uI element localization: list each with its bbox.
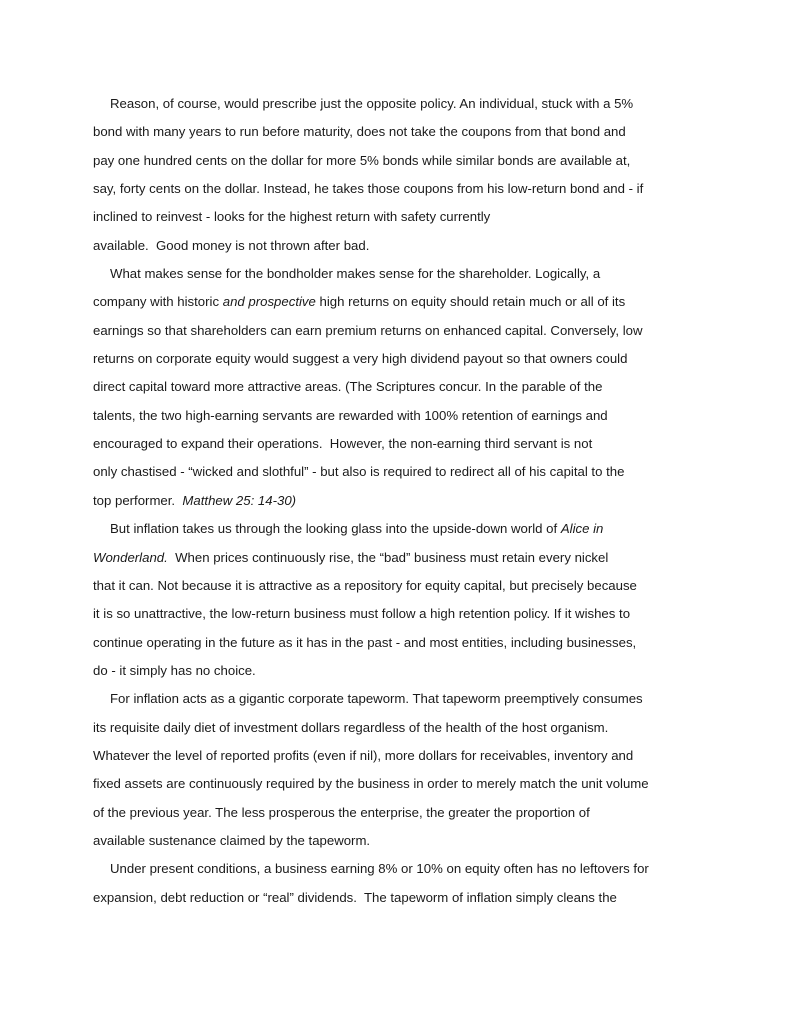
text-run: only chastised - “wicked and slothful” - but also is required to redirect all of his capital to the — [93, 464, 625, 480]
italic-text: Alice in — [560, 521, 604, 537]
text-run: returns on corporate equity would suggest a very high dividend payout so that owners could — [93, 351, 628, 367]
text-line — [93, 402, 699, 430]
text-line — [93, 203, 699, 231]
text-line — [93, 572, 699, 600]
text-run: What makes sense for the bondholder makes sense for the shareholder. Logically, a — [110, 266, 601, 282]
text-run: continue operating in the future as it has in the past - and most entities, including businesses, — [93, 634, 637, 650]
italic-text: and prospective — [222, 294, 316, 310]
text-run: direct capital toward more attractive areas. (The Scriptures concur. In the parable of the — [93, 379, 603, 395]
text-line — [93, 544, 699, 572]
text-run: that it can. Not because it is attractive as a repository for equity capital, but precisely because — [93, 577, 637, 593]
text-line — [93, 430, 699, 458]
text-run: high returns on equity should retain much or all of its — [315, 294, 626, 310]
text-run: its requisite daily diet of investment dollars regardless of the health of the host organism. — [93, 719, 609, 735]
text-line — [93, 175, 699, 203]
text-line — [93, 884, 699, 912]
text-line — [93, 147, 699, 175]
text-line — [93, 799, 699, 827]
text-run: do - it simply has no choice. — [93, 662, 256, 678]
text-run: earnings so that shareholders can earn premium returns on enhanced capital. Conversely, low — [93, 322, 643, 338]
text-run: encouraged to expand their operations. However, the non-earning third servant is not — [93, 436, 593, 452]
text-run: Under present conditions, a business earning 8% or 10% on equity often has no leftovers for — [110, 861, 649, 877]
text-run: fixed assets are continuously required by the business in order to merely match the unit volume — [93, 776, 649, 792]
text-line — [93, 345, 699, 373]
text-line — [93, 657, 699, 685]
paragraph — [93, 685, 699, 855]
text-run: inclined to reinvest - looks for the highest return with safety currently — [93, 209, 491, 225]
text-run: But inflation takes us through the looking glass into the upside-down world of — [110, 521, 561, 537]
text-line — [93, 458, 699, 486]
text-line — [93, 770, 699, 798]
paragraph — [93, 260, 699, 515]
text-line — [93, 600, 699, 628]
text-line — [93, 629, 699, 657]
text-line — [93, 714, 699, 742]
text-line — [93, 317, 699, 345]
text-run: it is so unattractive, the low-return business must follow a high retention policy. If it wishes to — [93, 606, 631, 622]
text-run: top performer. — [93, 492, 183, 508]
italic-text: Matthew 25: 14-30) — [182, 492, 297, 508]
text-run: For inflation acts as a gigantic corporate tapeworm. That tapeworm preemptively consumes — [110, 691, 643, 707]
paragraph — [93, 855, 699, 912]
text-line — [93, 515, 699, 543]
text-run: talents, the two high-earning servants are rewarded with 100% retention of earnings and — [93, 407, 608, 423]
text-line — [93, 90, 699, 118]
text-line — [93, 373, 699, 401]
text-run: expansion, debt reduction or “real” dividends. The tapeworm of inflation simply cleans the — [93, 889, 617, 905]
paragraph — [93, 90, 699, 260]
text-line — [93, 288, 699, 316]
text-run: available sustenance claimed by the tapeworm. — [93, 832, 371, 848]
text-line — [93, 260, 699, 288]
paragraph — [93, 515, 699, 685]
text-line — [93, 827, 699, 855]
text-run: company with historic — [93, 294, 223, 310]
text-line — [93, 742, 699, 770]
text-run: bond with many years to run before maturity, does not take the coupons from that bond and — [93, 124, 626, 140]
text-line — [93, 855, 699, 883]
text-run: Whatever the level of reported profits (even if nil), more dollars for receivables, inventory and — [93, 747, 634, 763]
text-line — [93, 232, 699, 260]
text-run: Reason, of course, would prescribe just the opposite policy. An individual, stuck with a 5% — [110, 96, 634, 111]
text-line — [93, 685, 699, 713]
text-line — [93, 487, 699, 515]
text-run: available. Good money is not thrown after bad. — [93, 237, 370, 253]
text-line — [93, 118, 699, 146]
italic-text: Wonderland. — [93, 549, 168, 565]
text-run: When prices continuously rise, the “bad” business must retain every nickel — [167, 549, 609, 565]
text-run: pay one hundred cents on the dollar for more 5% bonds while similar bonds are available at, — [93, 152, 631, 168]
text-run: of the previous year. The less prosperous the enterprise, the greater the proportion of — [93, 804, 590, 820]
body-text — [93, 90, 699, 912]
text-run: say, forty cents on the dollar. Instead, he takes those coupons from his low-return bond and - if — [93, 181, 644, 197]
